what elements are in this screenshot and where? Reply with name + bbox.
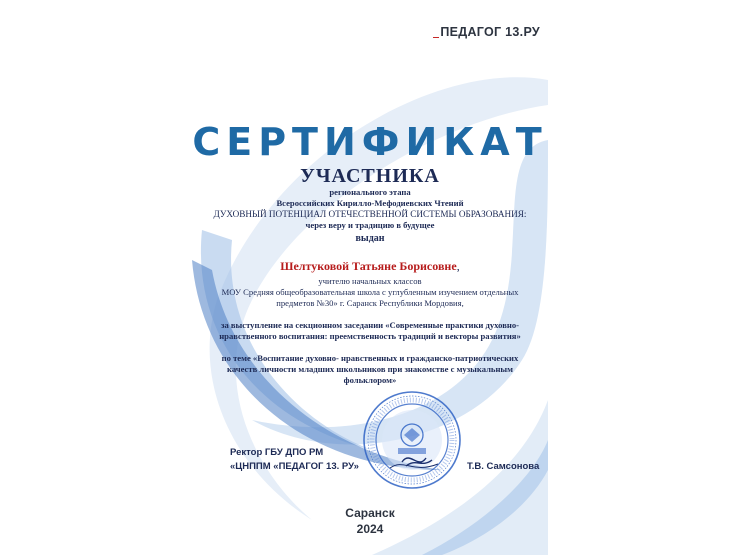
signer-title: [230, 446, 359, 474]
footer-year: 2024: [356, 522, 384, 536]
event-line-1: регионального этапа: [329, 187, 411, 197]
event-line-3: ДУХОВНЫЙ ПОТЕНЦИАЛ ОТЕЧЕСТВЕННОЙ СИСТЕМЫ ОБРАЗОВАНИЯ:: [213, 209, 527, 219]
topic-line-1: по теме «Воспитание духовно- нравственных и гражданско-патриотических: [221, 353, 519, 363]
issued-label: выдан: [355, 233, 385, 244]
school-line-2: предметов №30» г. Саранск Республики Мордовия,: [276, 298, 464, 308]
brand-logo: [433, 25, 540, 39]
reason-line-2: нравственного воспитания: преемственность традиций и векторы развития»: [219, 331, 521, 341]
certificate-title: СЕРТИФИКАТ: [192, 120, 548, 164]
event-line-4: через веру и традицию в будущее: [305, 220, 435, 230]
signer-title-line-2: «ЦНППМ «ПЕДАГОГ 13. РУ»: [230, 461, 359, 472]
footer: [192, 505, 548, 537]
recipient-position: учителю начальных классов: [318, 276, 422, 286]
certificate-sheet: [192, 0, 548, 555]
brand-text: ПЕДАГОГ 13.РУ: [440, 25, 540, 39]
brand-red-bar: [433, 37, 439, 39]
recipient-name: [192, 259, 548, 274]
footer-city: Саранск: [345, 506, 395, 520]
reason-line-1: за выступление на секционном заседании «Современные практики духовно-: [221, 320, 519, 330]
certificate-subtitle: УЧАСТНИКА: [300, 165, 440, 187]
recipient-name-text: Шелтуковой Татьяне Борисовне: [280, 259, 457, 273]
recipient-comma: ,: [456, 259, 460, 273]
signer-name: Т.В. Самсонова: [467, 461, 540, 472]
official-seal-stamp: [360, 388, 464, 492]
signer-title-line-1: Ректор ГБУ ДПО РМ: [230, 447, 324, 458]
event-line-2: Всероссийских Кирилло-Мефодиевских Чтений: [276, 198, 464, 208]
topic-line-3: фольклором»: [343, 375, 397, 385]
topic-line-2: качеств личности младших школьников при знакомстве с музыкальным: [227, 364, 513, 374]
school-line-1: МОУ Средняя общеобразовательная школа с углубленным изучением отдельных: [221, 287, 519, 297]
